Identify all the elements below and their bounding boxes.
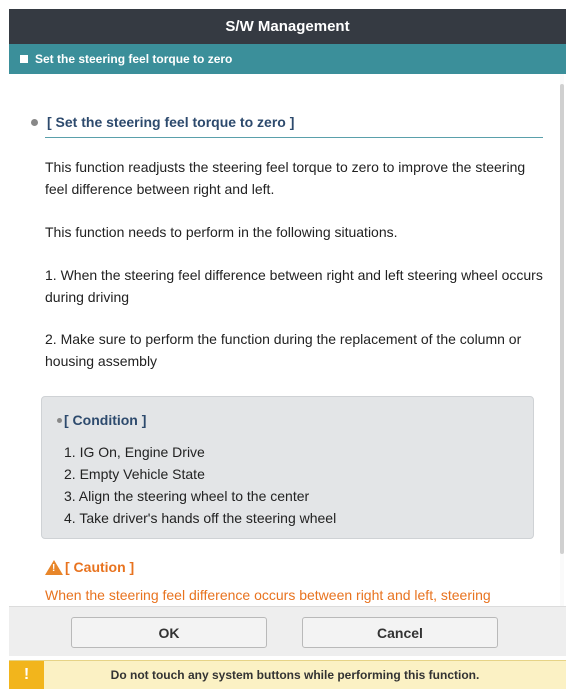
subheader-label: Set the steering feel torque to zero	[35, 52, 233, 66]
cancel-button[interactable]: Cancel	[302, 617, 498, 648]
window-title-bar	[9, 9, 566, 44]
condition-title: [ Condition ]	[64, 412, 147, 428]
condition-list	[64, 441, 336, 529]
situations-intro: This function needs to perform in the following situations.	[45, 224, 398, 240]
condition-header	[57, 412, 146, 428]
caution-text: When the steering feel difference occurs between right and left, steering	[45, 587, 491, 603]
exclamation-icon: !	[9, 661, 44, 690]
section-divider	[45, 137, 543, 138]
sw-management-window	[9, 9, 566, 689]
circle-bullet-icon	[31, 119, 38, 126]
square-bullet-icon	[20, 55, 28, 63]
condition-box	[41, 396, 534, 539]
notice-text: Do not touch any system buttons while performing this function.	[110, 668, 480, 682]
condition-item: 2. Empty Vehicle State	[64, 466, 205, 482]
section-title: [ Set the steering feel torque to zero ]	[47, 114, 295, 130]
content-scroll-area[interactable]	[9, 74, 566, 606]
window-title: S/W Management	[225, 18, 350, 35]
condition-item: 1. IG On, Engine Drive	[64, 444, 205, 460]
description-paragraph: This function readjusts the steering feel torque to zero to improve the steering feel difference between right and left.	[45, 159, 526, 197]
button-footer	[9, 606, 566, 656]
section-header	[31, 114, 294, 130]
scrollbar-thumb[interactable]	[560, 84, 564, 554]
subheader-bar	[9, 44, 566, 74]
condition-item: 4. Take driver's hands off the steering wheel	[64, 510, 337, 526]
condition-item: 3. Align the steering wheel to the center	[64, 488, 310, 504]
caution-header	[45, 559, 134, 575]
notice-bar	[9, 660, 566, 689]
ok-button[interactable]: OK	[71, 617, 267, 648]
vertical-scrollbar[interactable]	[560, 74, 564, 606]
situation-item-2: 2. Make sure to perform the function during the replacement of the column or housing assembly	[45, 331, 522, 369]
situation-item-1: 1. When the steering feel difference between right and left steering wheel occurs during driving	[45, 267, 543, 305]
caution-title: [ Caution ]	[65, 559, 135, 575]
warning-triangle-icon: !	[45, 560, 63, 575]
circle-bullet-icon	[57, 418, 62, 423]
